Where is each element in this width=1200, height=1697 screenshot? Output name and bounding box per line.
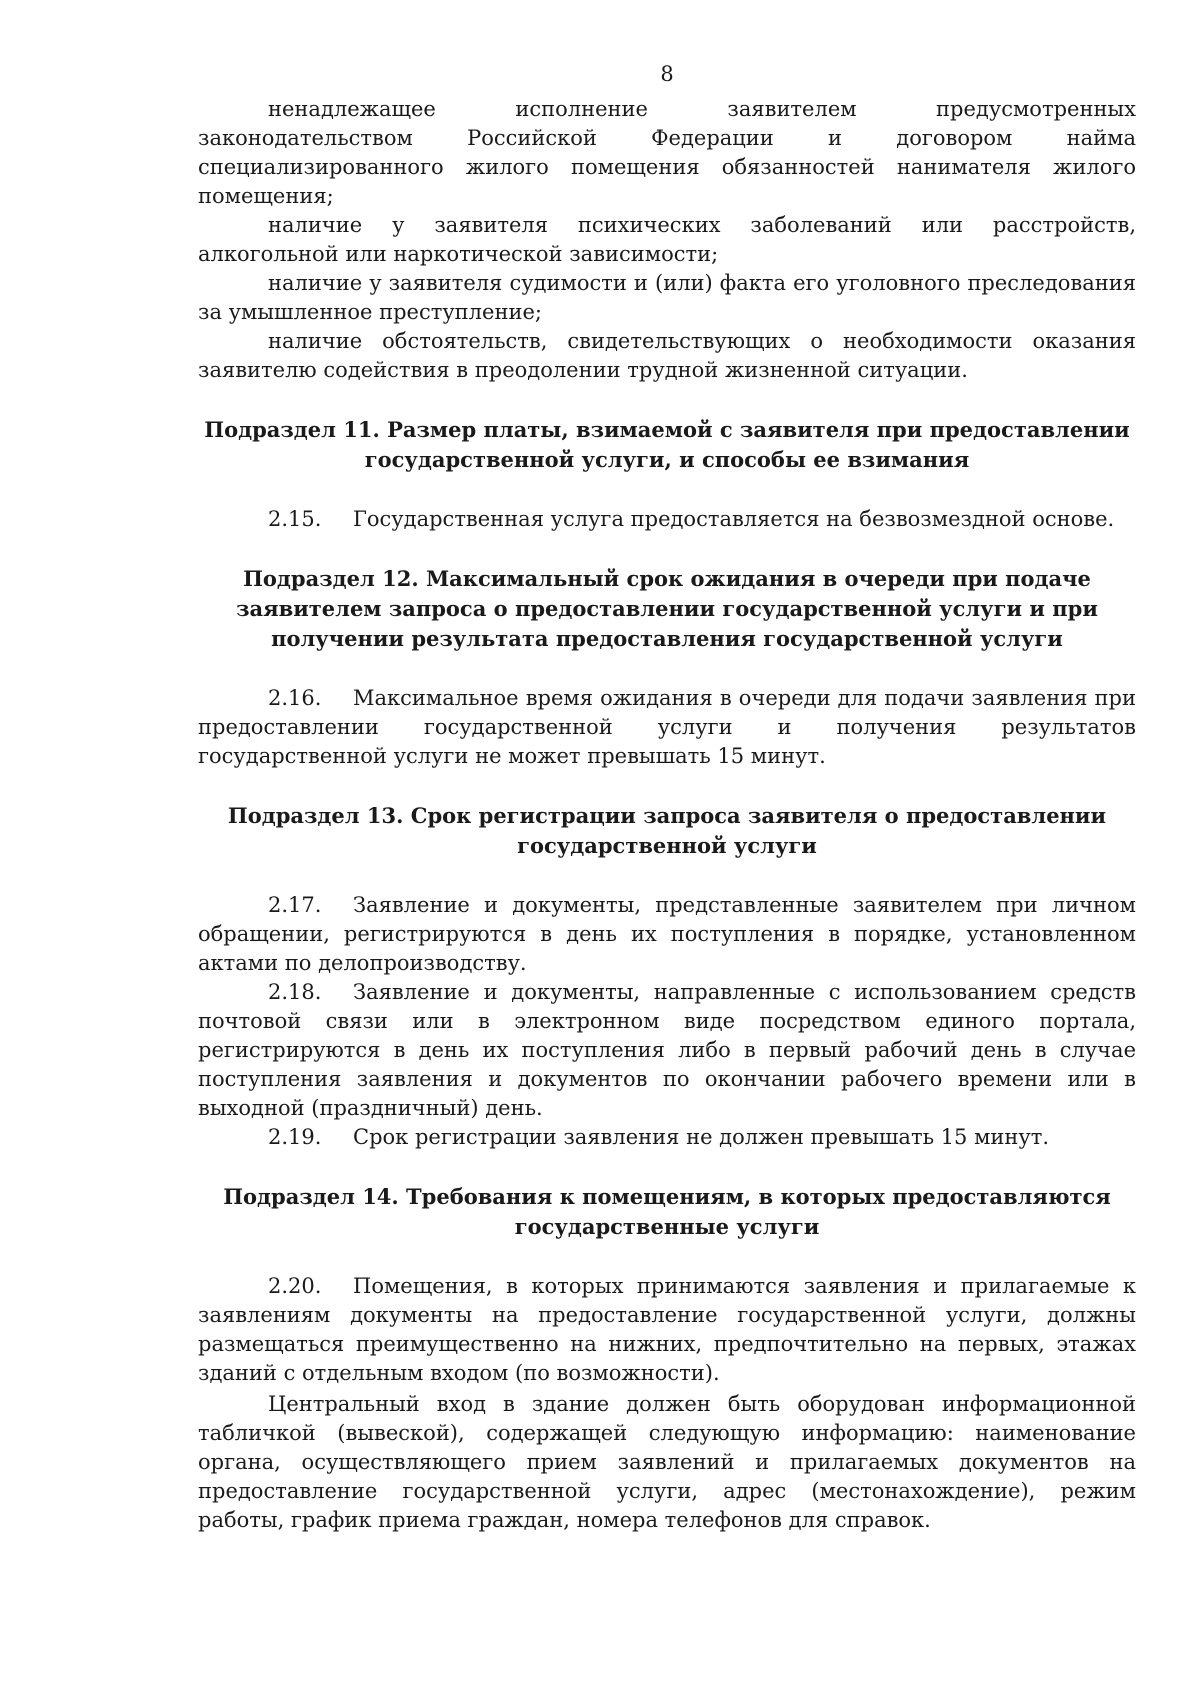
clause-2-17 [198,891,1136,978]
clause-number: 2.20. [268,1274,322,1298]
clause-number: 2.17. [268,893,322,917]
clause-2-18 [198,978,1136,1123]
clause-2-19 [198,1123,1136,1152]
section-11-heading: Подраздел 11. Размер платы, взимаемой с заявителя при предоставлении государственной услуги, и способы ее взимания [204,417,1130,472]
clause-2-20 [198,1272,1136,1388]
clause-text: Государственная услуга предоставляется на безвозмездной основе. [353,507,1115,531]
clause-text: Заявление и документы, направленные с использованием средств почтовой связи или в электронном виде посредством единого портала, регистрируются в день их поступления либо в первый рабочий день в случае поступления заявления и документов по окончании рабочего времени или в выходной (праздничный) день. [198,980,1136,1120]
section-13-heading: Подраздел 13. Срок регистрации запроса заявителя о предоставлении государственной услуги [227,803,1107,858]
clause-text: Максимальное время ожидания в очереди для подачи заявления при предоставлении государственной услуги и получения результатов государственной услуги не может превышать 15 минут. [198,686,1136,768]
clause-number: 2.15. [268,507,322,531]
clause-text: Помещения, в которых принимаются заявления и прилагаемые к заявлениям документы на предоставление государственной услуги, должны размещаться преимущественно на нижних, предпочтительно на первых, этажах зданий с отдельным входом (по возможности). [198,1274,1136,1385]
clause-number: 2.16. [268,686,322,710]
section-14-heading: Подраздел 14. Требования к помещениям, в которых предоставляются государственные услуги [223,1184,1111,1239]
section-12-heading: Подраздел 12. Максимальный срок ожидания в очереди при подаче заявителем запроса о предоставлении государственной услуги и при получении результата предоставления государственной услуги [236,566,1098,651]
document-page [198,60,1136,1535]
clause-text: Срок регистрации заявления не должен превышать 15 минут. [353,1125,1050,1149]
clause-number: 2.18. [268,980,322,1004]
clause-2-16 [198,684,1136,771]
intro-paragraph-2: наличие у заявителя психических заболеваний или расстройств, алкогольной или наркотической зависимости; [198,213,1136,266]
clause-number: 2.19. [268,1125,322,1149]
page-number: 8 [660,62,674,86]
intro-paragraph-1: ненадлежащее исполнение заявителем предусмотренных законодательством Российской Федерации и договором найма специализированного жилого помещения обязанностей нанимателя жилого помещения; [198,97,1136,208]
clause-text: Заявление и документы, представленные заявителем при личном обращении, регистрируются в день их поступления в порядке, установленном актами по делопроизводству. [198,893,1136,975]
intro-paragraph-3: наличие у заявителя судимости и (или) факта его уголовного преследования за умышленное преступление; [198,271,1136,324]
clause-2-15 [198,505,1136,534]
intro-paragraph-4: наличие обстоятельств, свидетельствующих о необходимости оказания заявителю содействия в преодолении трудной жизненной ситуации. [198,329,1136,382]
section-14-trailing-paragraph: Центральный вход в здание должен быть оборудован информационной табличкой (вывеской), содержащей следующую информацию: наименование органа, осуществляющего прием заявлений и прилагаемых документов на предоставление государственной услуги, адрес (местонахождение), режим работы, график приема граждан, номера телефонов для справок. [198,1392,1136,1532]
